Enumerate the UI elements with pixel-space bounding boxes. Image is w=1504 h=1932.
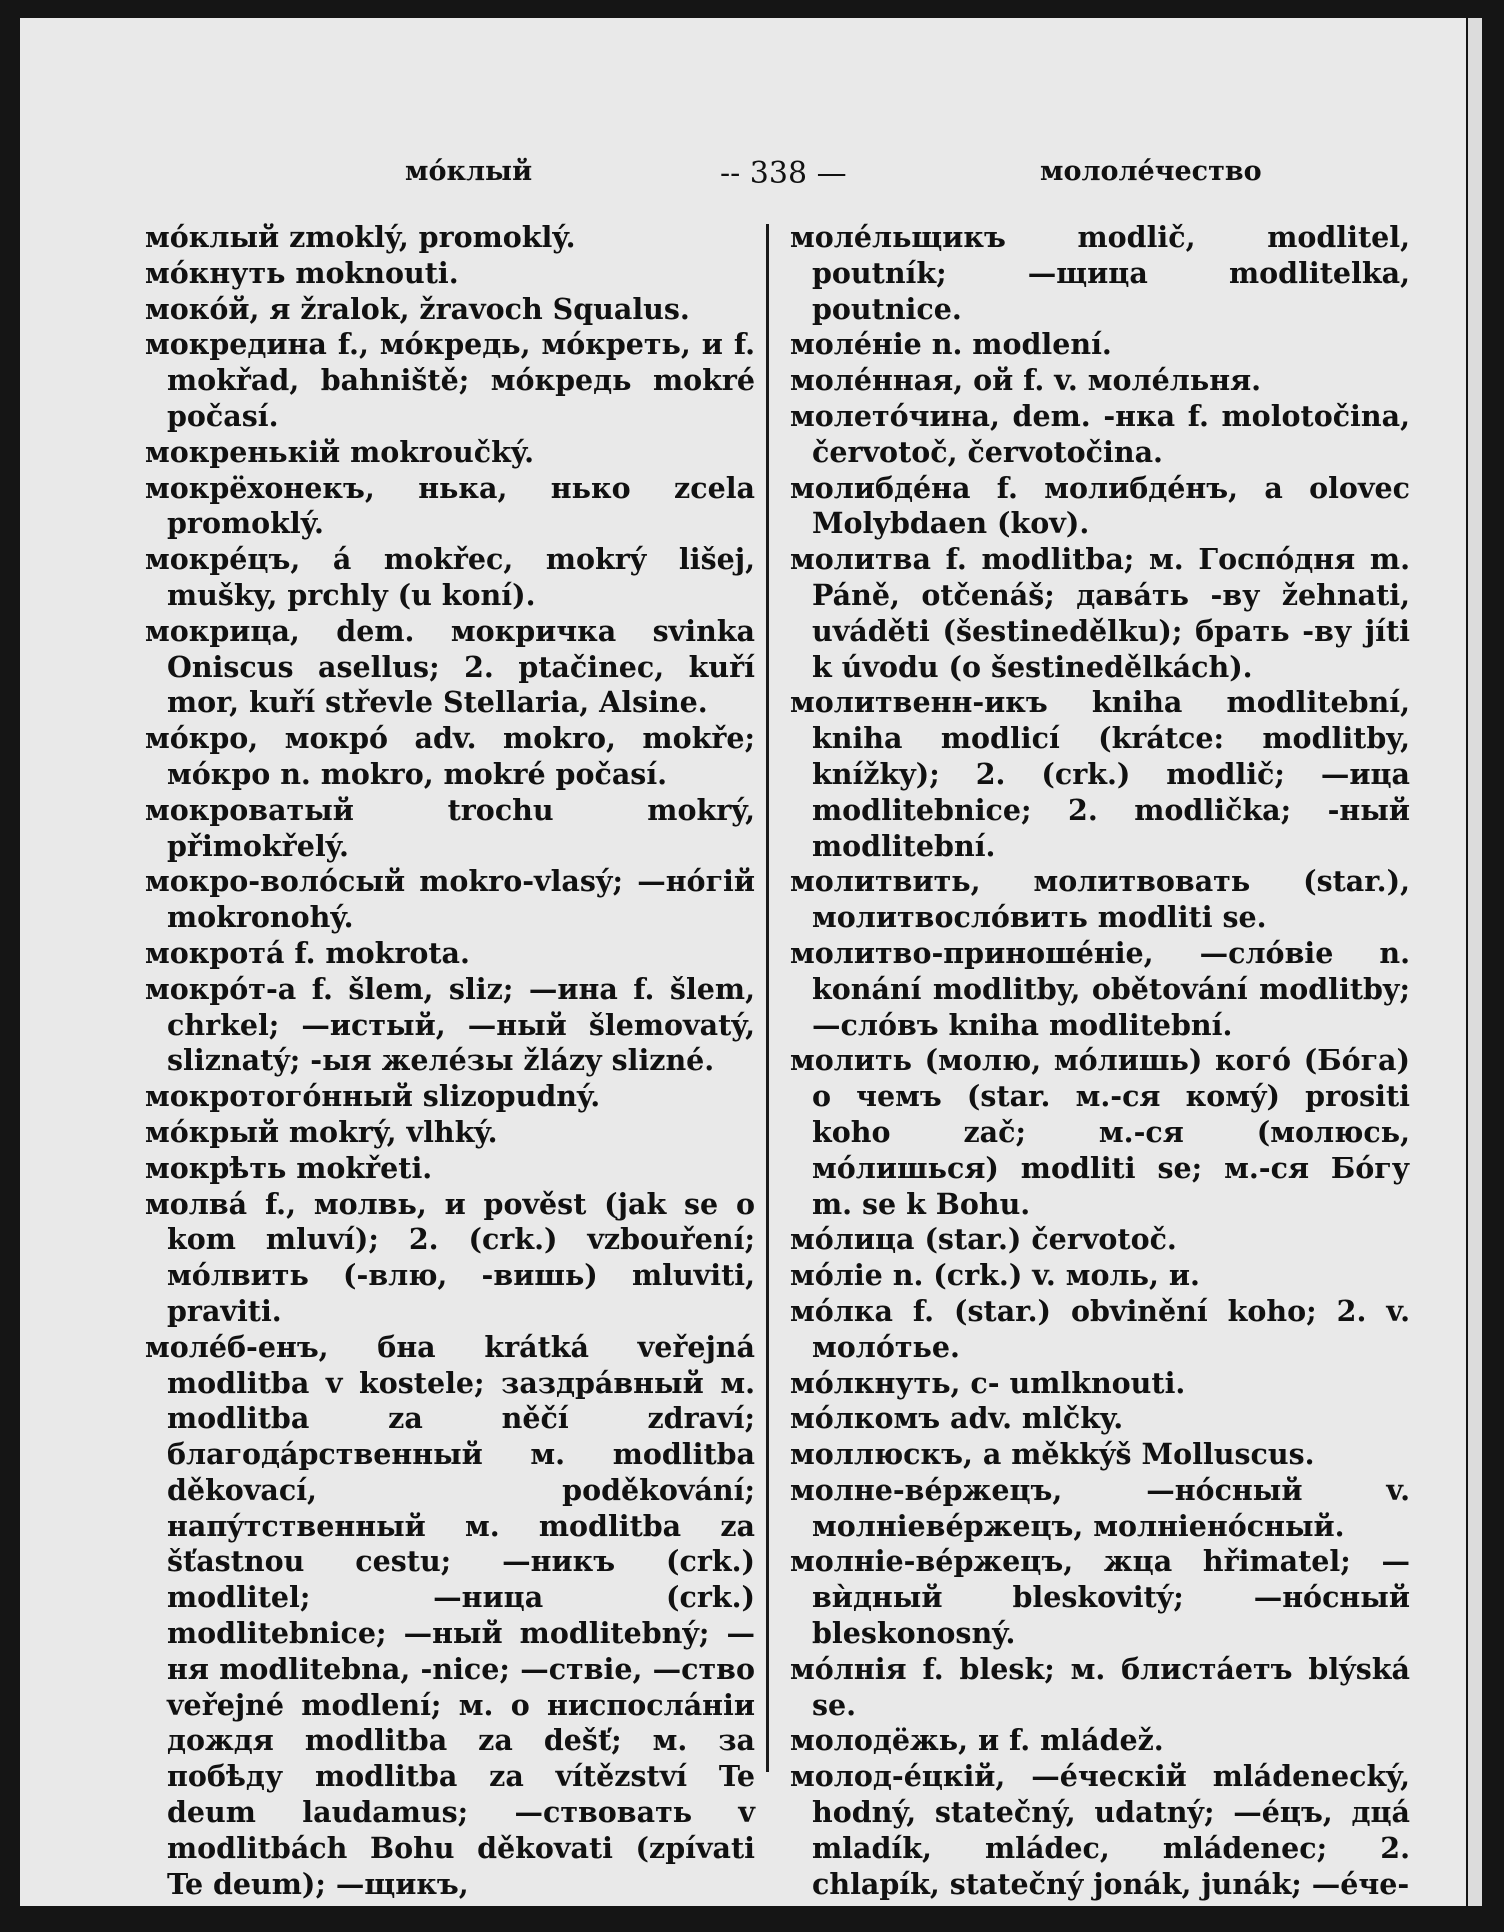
dictionary-entry: молибдéна f. молибдéнъ, a olovec Molybdaen (kov). — [790, 470, 1410, 541]
dictionary-entry: мóкнуть moknouti. — [145, 255, 459, 290]
dictionary-entry: мокротá f. mokrota. — [145, 935, 470, 970]
dictionary-entry: мокротогóнный slizopudný. — [145, 1079, 601, 1114]
dictionary-entry: мóлка f. (star.) obvinění koho; 2. v. молóтье. — [790, 1293, 1410, 1364]
dictionary-entry: мóкро, мокрó adv. mokro, mokře; мóкро n. mokro, mokré počasí. — [145, 721, 755, 791]
dictionary-entry: молніе-вéржецъ, жца hřimatel; —вѝдный bleskovitý; —нóсный bleskonosný. — [790, 1544, 1410, 1651]
dictionary-entry: мокредина f., мóкредь, мóкреть, и f. mokřad, bahniště; мóкредь mokré počasí. — [145, 327, 755, 433]
left-column — [145, 220, 755, 1902]
dictionary-entry: молитвить, молитвовать (star.), молитвослóвить modliti se. — [790, 864, 1410, 935]
dictionary-entry: мокро-волóсый mokro-vlasý; —нóгій mokronohý. — [145, 864, 755, 935]
dictionary-entry: молéніе n. modlení. — [790, 327, 1112, 362]
dictionary-entry: мóлкнуть, с- umlknouti. — [790, 1365, 1186, 1400]
dictionary-entry: моллюскъ, a měkkýš Molluscus. — [790, 1437, 1315, 1472]
right-column — [790, 220, 1410, 1902]
dictionary-entry: мокренькій mokroučký. — [145, 434, 535, 469]
dictionary-entry: молитво-приношéніе, —слóвіе n. konání modlitby, obětování modlitby; —слóвъ kniha modlitební. — [790, 935, 1410, 1042]
dictionary-entry: молéб-енъ, бна krátká veřejná modlitba v kostele; заздрáвный м. modlitba za něčí zdraví; благодáрственный м. modlitba děkovací, poděkování; напýтственный м. modlitba za šťastnou cestu; —никъ (crk.) modlitel; —ница (crk.) modlitebnice; —ный modlitebný; —ня modlitebna, -nice; —ствіе, —ство veřejné modlení; м. о ниспослáніи дождя modlitba za dešť; м. за побѣду modlitba za vítězství Te deum laudamus; —ствовать v modlitbách Bohu děkovati (zpívati Te deum); —щикъ, — [145, 1329, 755, 1901]
dictionary-entry: молвá f., молвь, и pověst (jak se o kom mluví); 2. (crk.) vzbouření; мóлвить (-влю, -вишь) mluviti, praviti. — [145, 1186, 755, 1328]
dictionary-entry: мóклый zmoklý, promoklý. — [145, 220, 576, 254]
dictionary-entry: молить (молю, мóлишь) когó (Бóга) о чемъ (star. м.-ся комý) prositi koho zač; м.-ся (молюсь, мóлишься) modliti se; м.-ся Бóгу m. se k Bohu. — [790, 1043, 1410, 1221]
dictionary-entry: мóліе n. (crk.) v. моль, и. — [790, 1258, 1200, 1293]
dictionary-entry: мокрóт-а f. šlem, sliz; —ина f. šlem, chrkel; —истый, —ный šlemovatý, sliznatý; -ыя желéзы žlázy slizné. — [145, 971, 755, 1078]
dictionary-entry: мокрѣть mokřeti. — [145, 1150, 433, 1185]
column-divider — [766, 224, 769, 1772]
dictionary-entry: мокóй, я žralok, žravoch Squalus. — [145, 291, 690, 326]
dictionary-entry: мóкрый mokrý, vlhký. — [145, 1114, 498, 1149]
dictionary-entry: молне-вéржецъ, —нóсный v. молніевéржецъ, молніенóсный. — [790, 1472, 1410, 1543]
dictionary-entry: мóлица (star.) červotoč. — [790, 1222, 1177, 1257]
dictionary-entry: мóлкомъ adv. mlčky. — [790, 1401, 1124, 1436]
header-last-word: мололéчество — [1040, 156, 1262, 187]
dictionary-entry: молéльщикъ modlič, modlitel, poutník; —щица modlitelka, poutnice. — [790, 220, 1410, 326]
page-header — [20, 156, 1466, 196]
dictionary-entry: молитва f. modlitba; м. Госпóдня m. Páně, otčenáš; давáть -ву žehnati, uváděti (šestinedělku); брать -ву jíti k úvodu (o šestinedělkách). — [790, 542, 1410, 684]
dictionary-entry: молитвенн-икъ kniha modlitební, kniha modlicí (krátce: modlitby, knížky); 2. (crk.) modlič; —ица modlitebnice; 2. modlička; -ный modlitební. — [790, 685, 1410, 863]
dictionary-entry: мокрица, dem. мокричка svinka Oniscus asellus; 2. ptačinec, kuří mor, kuří střevle Stellaria, Alsine. — [145, 613, 755, 720]
page-number: -- 338 — — [720, 156, 847, 191]
dictionary-entry: молетóчина, dem. -нка f. molotočina, červotoč, červotočina. — [790, 398, 1410, 469]
header-first-word: мóклый — [405, 156, 533, 187]
dictionary-entry: молéнная, ой f. v. молéльня. — [790, 363, 1262, 398]
dictionary-entry: молодёжь, и f. mládež. — [790, 1723, 1164, 1758]
dictionary-entry: мóлнія f. blesk; м. блистáетъ blýská se. — [790, 1651, 1410, 1722]
dictionary-entry: молод-éцкій, —éческій mládenecký, hodný, statečný, udatný; —éцъ, дцá mladík, mládec, mládenec; 2. chlapík, statečný jonák, junák; —éче- — [790, 1759, 1410, 1901]
dictionary-entry: мокроватый trochu mokrý, přimokřelý. — [145, 792, 755, 863]
dictionary-entry: мокрёхонекъ, нька, нько zcela promoklý. — [145, 470, 755, 541]
next-page-edge — [1468, 18, 1482, 1906]
dictionary-entry: мокрéцъ, á mokřec, mokrý lišej, mušky, prchly (u koní). — [145, 542, 755, 612]
